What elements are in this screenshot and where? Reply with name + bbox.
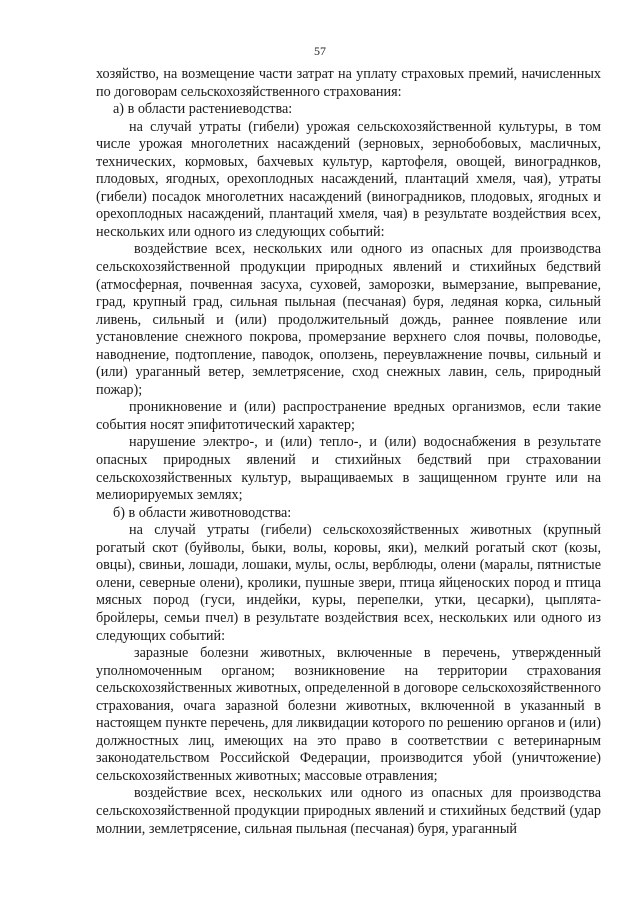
- paragraph: воздействие всех, нескольких или одного из опасных для производства сельскохозяйственной продукции природных явлений и стихийных бедствий (удар молнии, землетрясение, сильная пыльная (песчаная) буря, ураганный: [96, 785, 601, 837]
- paragraph: хозяйство, на возмещение части затрат на уплату страховых премий, начисленных по договорам сельскохозяйственного страхования:: [96, 66, 601, 100]
- paragraph: на случай утраты (гибели) урожая сельскохозяйственной культуры, в том числе урожая многолетних насаждений (зерновых, зернобобовых, масличных, технических, кормовых, бахчевых культур, картофеля, овощей, винограднков, плодовых, ягодных, орехоплодных насаждений, плантаций хмеля, чая), утраты (гибели) посадок многолетних насаждений (виноградников, плодовых, ягодных и орехоплодных насаждений, плантаций хмеля, чая) в результате воздействия всех, нескольких или одного из следующих событий:: [96, 118, 601, 240]
- paragraph: нарушение электро-, и (или) тепло-, и (или) водоснабжения в результате опасных природных явлений и стихийных бедствий при страховании сельскохозяйственных культур, выращиваемых в защищенном грунте или на мелиорируемых землях;: [96, 434, 601, 504]
- paragraph: воздействие всех, нескольких или одного из опасных для производства сельскохозяйственной продукции природных явлений и стихийных бедствий (атмосферная, почвенная засуха, суховей, заморозки, вымерзание, выпревание, град, крупный град, сильная пыльная (песчаная) буря, ледяная корка, сильный ливень, сильный и (или) продолжительный дождь, раннее появление или установление снежного покрова, промерзание верхнего слоя почвы, половодье, наводнение, подтопление, паводок, оползень, переувлажнение почвы, сильный и (или) ураганный ветер, землетрясение, сход снежных лавин, сель, природный пожар);: [96, 241, 601, 398]
- paragraph: проникновение и (или) распространение вредных организмов, если такие события носят эпифитотический характер;: [96, 399, 601, 433]
- section-heading: б) в области животноводства:: [113, 504, 292, 521]
- document-body: [96, 66, 601, 838]
- page-number: 57: [314, 44, 326, 58]
- paragraph: на случай утраты (гибели) сельскохозяйственных животных (крупный рогатый скот (буйволы, быки, волы, коровы, яки), мелкий рогатый скот (козы, овцы), свиньи, лошади, лошаки, мулы, ослы, верблюды, олени (маралы, пятнистые олени, северные олени), кролики, пушные звери, птица яйценоских пород и птица мясных пород (гуси, индейки, куры, перепелки, утки, цесарки), цыплята-бройлеры, семьи пчел) в результате воздействия всех, нескольких или одного из следующих событий:: [96, 522, 601, 644]
- paragraph: заразные болезни животных, включенные в перечень, утвержденный уполномоченным органом; возникновение на территории страхования сельскохозяйственных животных, определенной в договоре сельскохозяйственного страхования, очага заразной болезни животных, включенной в указанный в настоящем пункте перечень, для ликвидации которого по решению органов и (или) должностных лиц, имеющих на это право в соответствии с ветеринарным законодательством Российской Федерации, производится убой (уничтожение) сельскохозяйственных животных; массовые отравления;: [96, 645, 601, 784]
- section-heading: а) в области растениеводства:: [113, 101, 293, 118]
